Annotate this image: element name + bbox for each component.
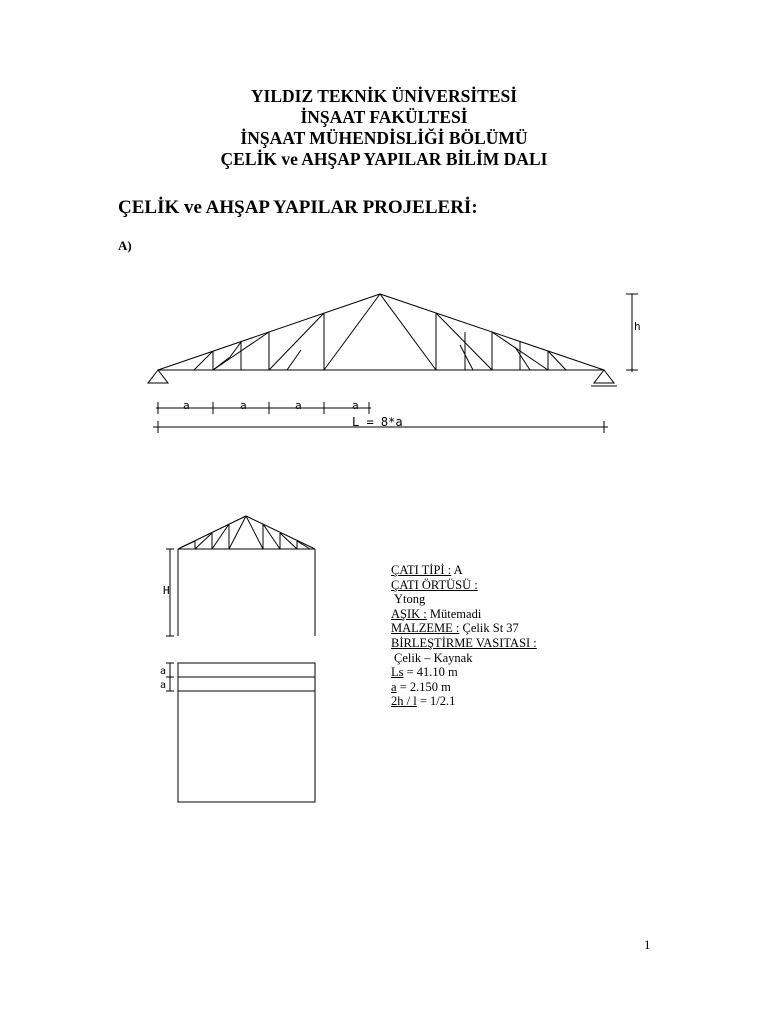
ls-label: Ls <box>391 665 404 680</box>
purlin-label: AŞIK : <box>391 606 427 621</box>
university-name: YILDIZ TEKNİK ÜNİVERSİTESİ <box>250 86 518 106</box>
ratio-value: = 1/2.1 <box>416 694 456 709</box>
material-value: Çelik St 37 <box>459 621 519 636</box>
roof-type-row <box>391 563 537 578</box>
roof-cover-label: ÇATI ÖRTÜSÜ : <box>391 577 478 592</box>
projects-title: ÇELİK ve AHŞAP YAPILAR PROJELERİ: <box>118 197 478 218</box>
material-label: MALZEME : <box>391 621 460 636</box>
page-number: 1 <box>644 937 651 952</box>
ls-value: = 41.10 m <box>403 665 458 680</box>
plan-dim-label-2: a <box>160 680 167 691</box>
ratio-label: 2h / l <box>391 694 417 709</box>
truss-elevation <box>148 294 638 433</box>
ls-row <box>391 665 537 680</box>
project-specs <box>391 563 537 709</box>
plan-dim-label-1: a <box>160 666 167 677</box>
a-row <box>391 680 537 695</box>
roof-cover-row <box>391 578 537 593</box>
panel-dim-label-2: a <box>240 399 247 412</box>
span-dim-label: L = 8*a <box>352 415 403 429</box>
division-name: ÇELİK ve AHŞAP YAPILAR BİLİM DALI <box>220 149 548 169</box>
connection-row <box>391 636 537 651</box>
panel-dim-label-1: a <box>183 399 190 412</box>
roof-type-value: A <box>451 563 463 577</box>
wall-height-label: H <box>163 584 170 597</box>
building-section <box>166 516 315 636</box>
purlin-row <box>391 607 537 622</box>
building-plan <box>166 663 315 802</box>
height-dim-label: h <box>634 320 641 333</box>
a-label: a <box>391 679 397 694</box>
purlin-value: Mütemadi <box>426 606 482 621</box>
department-name: İNŞAAT MÜHENDİSLİĞİ BÖLÜMÜ <box>240 128 528 148</box>
panel-dim-label-3: a <box>295 399 302 412</box>
roof-type-label: ÇATI TİPİ : <box>391 563 452 577</box>
ratio-row <box>391 694 537 709</box>
section-label: A) <box>118 238 132 253</box>
connection-value: Çelik – Kaynak <box>394 650 473 665</box>
a-value: = 2.150 m <box>396 679 451 694</box>
material-row <box>391 621 537 636</box>
connection-label: BİRLEŞTİRME VASITASI : <box>391 635 537 650</box>
faculty-name: İNŞAAT FAKÜLTESİ <box>300 107 468 127</box>
panel-dim-label-4: a <box>352 399 359 412</box>
roof-cover-value: Ytong <box>394 592 426 607</box>
